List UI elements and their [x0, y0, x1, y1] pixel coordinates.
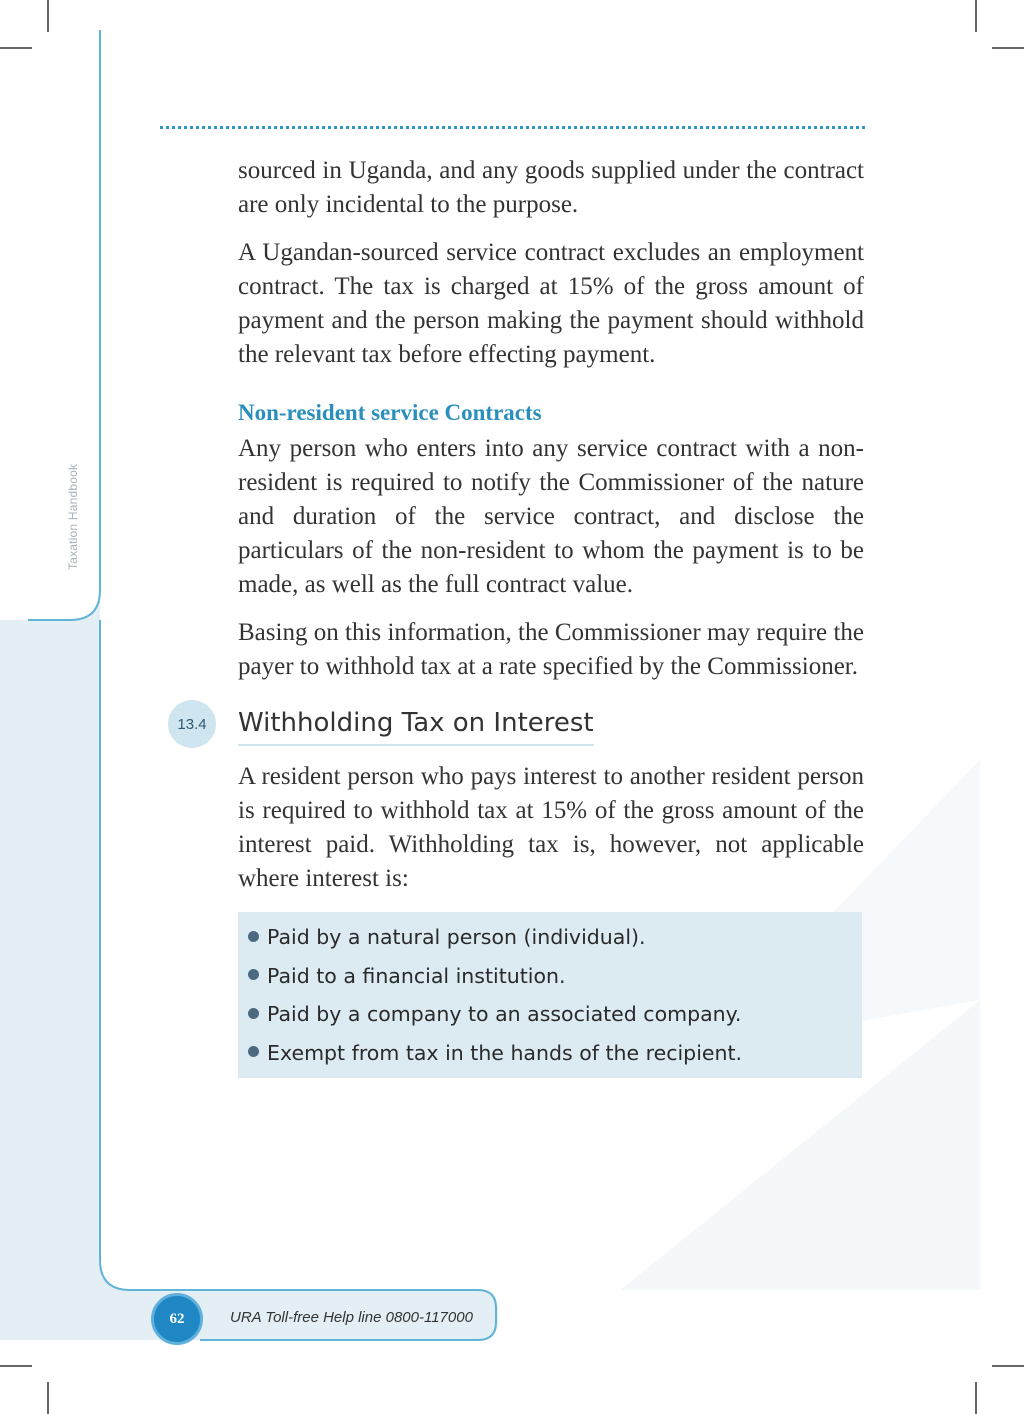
subheading-non-resident: Non-resident service Contracts	[238, 400, 542, 425]
page-number-badge: 62	[151, 1293, 203, 1345]
footer-helpline: URA Toll-free Help line 0800-117000	[230, 1309, 473, 1326]
paragraph-interest-intro: A resident person who pays interest to another resident person is required to withhold tax at 15% of the gross amount of the interest paid. Withholding tax is, however, not applicable where interest is:	[238, 763, 864, 892]
section-heading	[177, 706, 864, 746]
bullet-icon	[248, 931, 259, 942]
section-title: Withholding Tax on Interest	[238, 706, 594, 746]
paragraph-commissioner-rate: Basing on this information, the Commissioner may require the payer to withhold tax at a rate specified by the Commissioner.	[238, 619, 864, 680]
bullet-icon	[248, 1008, 259, 1019]
list-item: Paid by a natural person (individual).	[248, 918, 862, 957]
exemption-list	[238, 912, 862, 1078]
section-number-badge: 13.4	[168, 700, 216, 748]
page-content	[177, 154, 864, 1078]
list-item: Paid by a company to an associated company.	[248, 995, 862, 1034]
list-item: Paid to a financial institution.	[248, 957, 862, 996]
bullet-icon	[248, 1046, 259, 1057]
paragraph-ugandan-contract: A Ugandan-sourced service contract excludes an employment contract. The tax is charged at 15% of the gross amount of payment and the person making the payment should withhold the relevant tax before effecting payment.	[238, 239, 864, 368]
sidebar-book-title: Taxation Handbook	[66, 463, 80, 570]
paragraph-continuation: sourced in Uganda, and any goods supplied under the contract are only incidental to the purpose.	[238, 157, 864, 218]
paragraph-non-resident: Any person who enters into any service contract with a non-resident is required to notify the Commissioner of the nature and duration of the service contract, and disclose the particulars of the non-resident to whom the payment is to be made, as well as the full contract value.	[238, 435, 864, 598]
header-dotted-rule	[160, 126, 865, 129]
bullet-icon	[248, 969, 259, 980]
list-item: Exempt from tax in the hands of the recipient.	[248, 1034, 862, 1073]
